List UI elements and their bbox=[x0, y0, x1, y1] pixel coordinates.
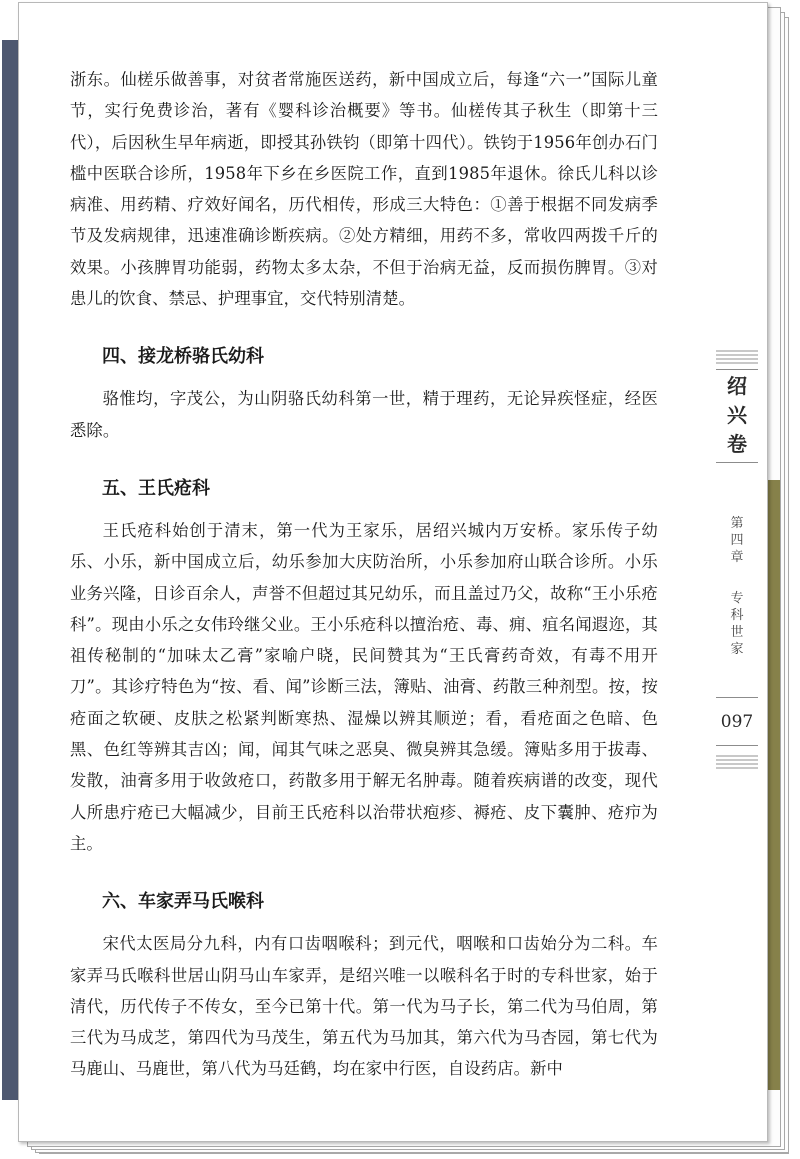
chapter-title-char: 世 bbox=[730, 625, 744, 640]
volume-label bbox=[722, 372, 752, 459]
tab-divider bbox=[716, 462, 758, 463]
chapter-char: 四 bbox=[730, 533, 744, 548]
chapter-char: 章 bbox=[730, 550, 744, 565]
page-number: 097 bbox=[720, 712, 754, 732]
edge-olive-strip bbox=[768, 480, 780, 1090]
chapter-title-char: 家 bbox=[730, 642, 744, 657]
paragraph-luo: 骆惟均，字茂公，为山阴骆氏幼科第一世，精于理药，无论异疾怪症，经医悉除。 bbox=[70, 389, 658, 440]
paragraph-ma: 宋代太医局分九科，内有口齿咽喉科；到元代，咽喉和口齿始分为二科。车家弄马氏喉科世居山阴马山车家弄，是绍兴唯一以喉科名于时的专科世家，始于清代，历代传子不传女，至今已第十代。第一代为马子长，第二代为马伯周，第三代为马成芝，第四代为马茂生，第五代为马加其，第六代为马杏园，第七代为马鹿山、马鹿世，第八代为马廷鹤，均在家中行医，自设药店。新中 bbox=[70, 934, 658, 1079]
paragraph-wang: 王氏疮科始创于清末，第一代为王家乐，居绍兴城内万安桥。家乐传子幼乐、小乐，新中国成立后，幼乐参加大庆防治所，小乐参加府山联合诊所。小乐业务兴隆，日诊百余人，声誉不但超过其兄幼乐，而且盖过乃父，故称“王小乐疮科”。现由小乐之女伟玲继父业。王小乐疮科以擅治疮、毒、痈、疽名闻遐迩，其祖传秘制的“加味太乙膏”家喻户晓，民间赞其为“王氏膏药奇效，有毒不用开刀”。其诊疗特色为“按、看、闻”诊断三法，簿贴、油膏、药散三种剂型。按，按疮面之软硬、皮肤之松紧判断寒热、湿燥以辨其顺逆；看，看疮面之色暗、色黑、色红等辨其吉凶；闻，闻其气味之恶臭、微臭辨其急缓。簿贴多用于拔毒、发散，油膏多用于收敛疮口，药散多用于解无名肿毒。随着疾病谱的改变，现代人所患疔疮已大幅减少，目前王氏疮科以治带状疱疹、褥疮、皮下囊肿、疮疖为主。 bbox=[70, 520, 658, 853]
section-heading-wang: 五、王氏疮科 bbox=[102, 477, 210, 499]
tab-divider bbox=[716, 745, 758, 746]
chapter-char: 第 bbox=[730, 516, 744, 531]
paragraph-intro: 浙东。仙槎乐做善事，对贫者常施医送药，新中国成立后，每逢“六一”国际儿童节，实行免费诊治，著有《婴科诊治概要》等书。仙槎传其子秋生（即第十三代），后因秋生早年病逝，即授其孙铁钧（即第十四代）。铁钧于1956年创办石门槛中医联合诊所，1958年下乡在乡医院工作，直到1985年退休。徐氏儿科以诊病准、用药精、疗效好闻名，历代相传，形成三大特色：①善于根据不同发病季节及发病规律，迅速准确诊断疾病。②处方精细，用药不多，常收四两拨千斤的效果。小孩脾胃功能弱，药物太多太杂，不但于治病无益，反而损伤脾胃。③对患儿的饮食、禁忌、护理事宜，交代特别清楚。 bbox=[70, 70, 658, 309]
tab-decoration-top bbox=[716, 350, 758, 366]
section-heading-ma: 六、车家弄马氏喉科 bbox=[102, 891, 264, 913]
volume-char: 兴 bbox=[727, 403, 747, 427]
volume-char: 绍 bbox=[727, 374, 747, 398]
volume-char: 卷 bbox=[727, 432, 747, 456]
tab-divider bbox=[716, 697, 758, 698]
chapter-label bbox=[722, 515, 752, 658]
chapter-title-char: 专 bbox=[730, 591, 744, 606]
tab-divider bbox=[716, 369, 758, 370]
section-heading-luo: 四、接龙桥骆氏幼科 bbox=[102, 346, 264, 368]
page-content bbox=[70, 64, 658, 1085]
chapter-title-char: 科 bbox=[730, 608, 744, 623]
tab-decoration-bottom bbox=[716, 755, 758, 771]
